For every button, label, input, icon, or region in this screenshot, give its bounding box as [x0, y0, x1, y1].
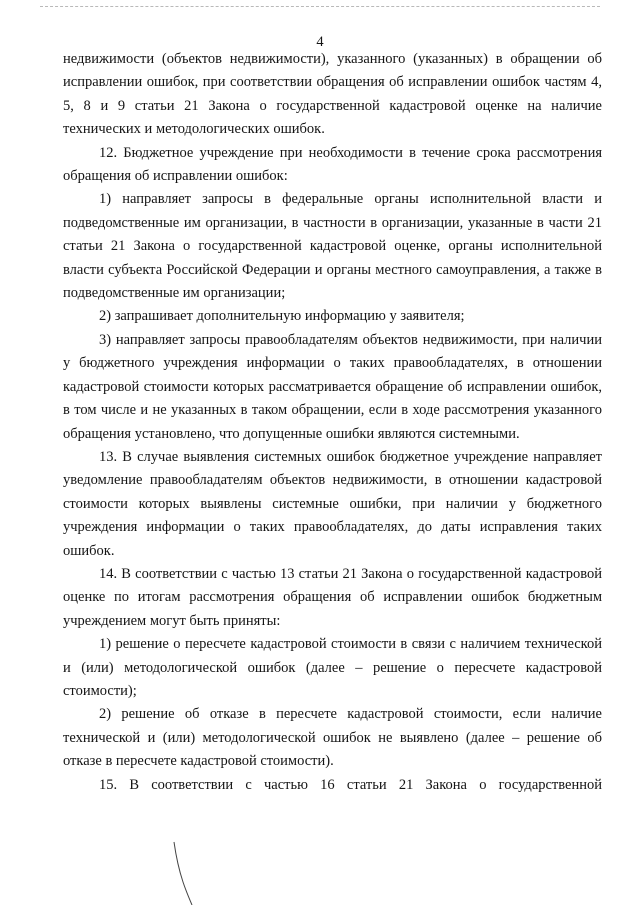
paragraph-subitem-14-2: 2) решение об отказе в пересчете кадастровой стоимости, если наличие технической и (или) методологической ошибок не выявлено (далее – решение об отказе в пересчете кадастровой стоимости). [63, 706, 602, 770]
document-body [63, 48, 602, 797]
scan-artifact-stroke [172, 842, 194, 905]
paragraph-item-15: 15. В соответствии с частью 16 статьи 21 Закона о государственной [99, 776, 602, 793]
page-number: 4 [316, 34, 324, 50]
scan-top-border [40, 6, 600, 7]
paragraph-item-14: 14. В соответствии с частью 13 статьи 21 Закона о государственной кадастровой оценке по итогам рассмотрения обращения об исправлении ошибок бюджетным учреждением могут быть приняты: [63, 565, 602, 629]
paragraph-subitem-14-1: 1) решение о пересчете кадастровой стоимости в связи с наличием технической и (или) методологической ошибок (далее – решение о пересчете кадастровой стоимости); [63, 636, 602, 699]
paragraph-continuation: недвижимости (объектов недвижимости), указанного (указанных) в обращении об исправлении ошибок, при соответствии обращения об исправлении ошибок частям 4, 5, 8 и 9 статьи 21 Закона о государственной кадастровой оценке на наличие технических и методологических ошибок. [63, 51, 602, 138]
paragraph-subitem-12-3: 3) направляет запросы правообладателям объектов недвижимости, при наличии у бюджетного учреждения информации о таких правообладателях, в отношении кадастровой стоимости которых рассматривается обращение об исправлении ошибок, в том числе и не указанных в таком обращении, если в ходе рассмотрения указанного обращения установлено, что допущенные ошибки являются системными. [63, 331, 602, 442]
paragraph-item-12: 12. Бюджетное учреждение при необходимости в течение срока рассмотрения обращения об исправлении ошибок: [63, 144, 602, 185]
paragraph-subitem-12-1: 1) направляет запросы в федеральные органы исполнительной власти и подведомственные им организации, в частности в организации, указанные в части 21 статьи 21 Закона о государственной кадастровой оценке, органы исполнительной власти субъекта Российской Федерации и органы местного самоуправления, а также в подведомственные им организации; [63, 191, 602, 302]
paragraph-item-13: 13. В случае выявления системных ошибок бюджетное учреждение направляет уведомление правообладателям объектов недвижимости, в отношении кадастровой стоимости которых выявлены системные ошибки, при наличии у бюджетного учреждения информации о таких правообладателях, до даты исправления таких ошибок. [63, 448, 602, 559]
paragraph-subitem-12-2: 2) запрашивает дополнительную информацию у заявителя; [99, 308, 465, 325]
